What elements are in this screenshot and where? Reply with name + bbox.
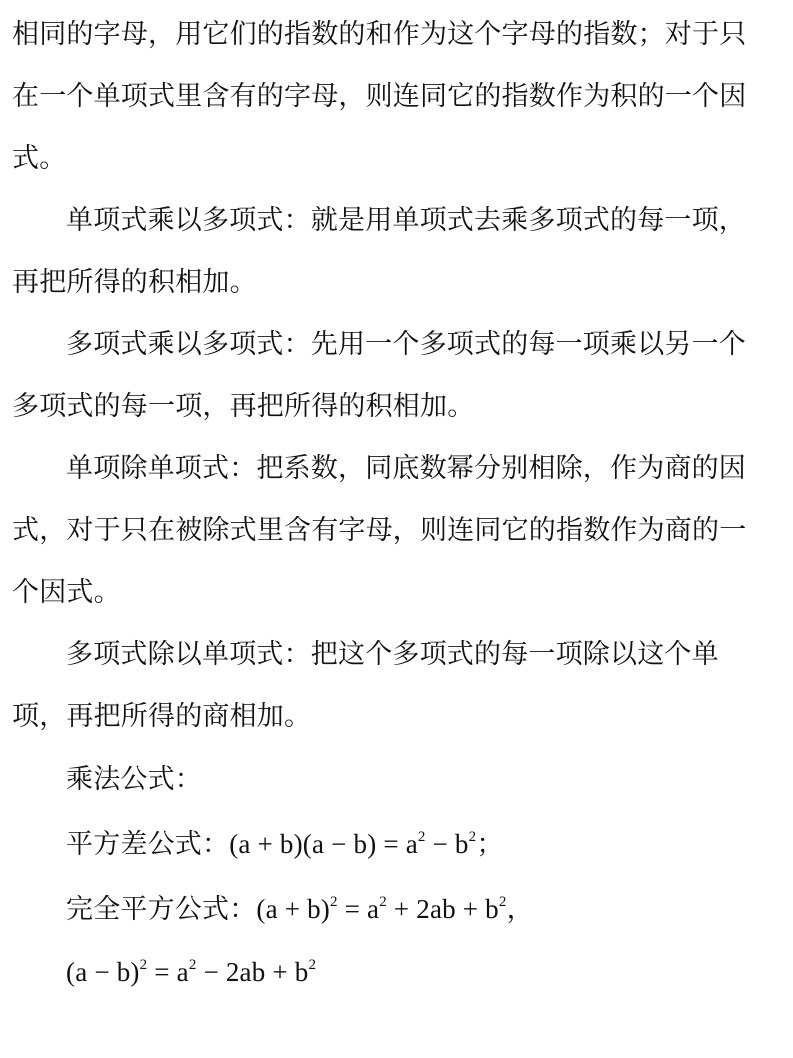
multiplication-formulas-heading: 乘法公式： (66, 764, 202, 795)
text-line-7: 多项式的每一项，再把所得的积相加。 (12, 391, 475, 422)
perfect-square-line (66, 887, 534, 931)
formula-part: = a (337, 894, 380, 924)
exponent: 2 (468, 829, 477, 845)
paragraph-poly-div-mono: 多项式除以单项式：把这个多项式的每一项除以这个单 (66, 639, 719, 670)
text-line-12: 项，再把所得的商相加。 (12, 701, 312, 732)
formula-part: − 2ab + b (196, 957, 309, 987)
exponent: 2 (308, 957, 317, 973)
perfect-square-formula (256, 894, 506, 924)
paragraph-mono-times-poly: 单项式乘以多项式：就是用单项式去乘多项式的每一项， (66, 205, 746, 236)
difference-of-squares-formula (229, 829, 476, 859)
exponent: 2 (188, 957, 197, 973)
punctuation: ； (476, 829, 504, 860)
text-line-3: 式。 (12, 143, 67, 174)
text-line-1: 相同的字母，用它们的指数的和作为这个字母的指数；对于只 (12, 19, 747, 50)
formula-part: = a (147, 957, 189, 987)
exponent: 2 (139, 957, 148, 973)
difference-of-squares-line (66, 822, 504, 866)
minus-square-line (66, 950, 316, 994)
exponent: 2 (379, 894, 387, 910)
formula-part: (a − b) (66, 957, 140, 987)
punctuation: ， (506, 894, 534, 925)
perfect-square-label: 完全平方公式： (66, 894, 257, 925)
minus-square-formula (66, 957, 316, 987)
text-line-2: 在一个单项式里含有的字母，则连同它的指数作为积的一个因 (12, 81, 747, 112)
text-line-9: 式，对于只在被除式里含有字母，则连同它的指数作为商的一 (12, 515, 747, 546)
exponent: 2 (417, 829, 426, 845)
exponent: 2 (498, 894, 507, 910)
difference-of-squares-label: 平方差公式： (66, 829, 230, 860)
text-line-10: 个因式。 (12, 577, 121, 608)
exponent: 2 (330, 894, 338, 910)
formula-part: (a + b)(a − b) = a (229, 829, 418, 859)
formula-part: + 2ab + b (386, 894, 499, 924)
formula-part: (a + b) (256, 894, 330, 924)
text-line-5: 再把所得的积相加。 (12, 267, 257, 298)
paragraph-poly-times-poly: 多项式乘以多项式：先用一个多项式的每一项乘以另一个 (66, 329, 746, 360)
paragraph-mono-div-mono: 单项除单项式：把系数，同底数幂分别相除，作为商的因 (66, 453, 746, 484)
formula-part: − b (425, 829, 469, 859)
